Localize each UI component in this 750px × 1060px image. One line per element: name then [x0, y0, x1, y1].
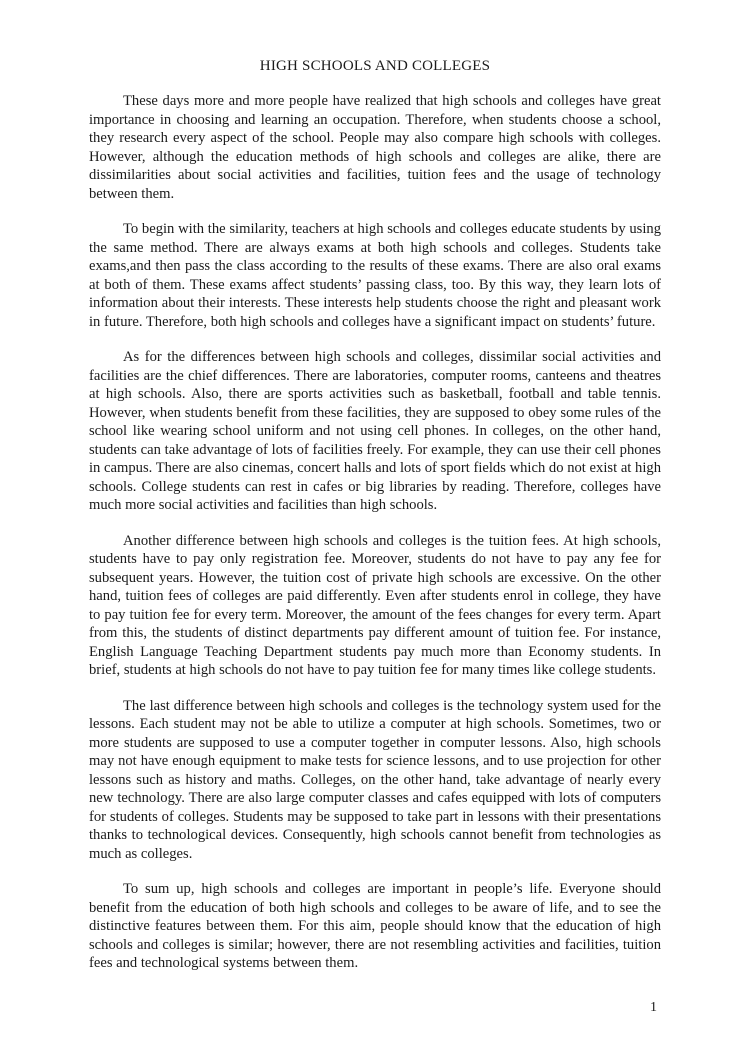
paragraph-tuition-fees: Another difference between high schools and colleges is the tuition fees. At high schools, students have to pay only registration fee. Moreover, students do not have to pay any fee for subsequent years. However, the tuition cost of private high schools are excessive. On the other hand, tuition fees of colleges are paid differently. Even after students enrol in college, they have to pay tuition fee for every term. Moreover, the amount of the fees changes for every term. Apart from this, the students of distinct departments pay different amount of tuition fee. For instance, English Language Teaching Department students pay much more than Economy students. In brief, students at high schools do not have to pay tuition fee for many times like college students. [89, 532, 661, 678]
paragraph-technology: The last difference between high schools and colleges is the technology system used for the lessons. Each student may not be able to utilize a computer at high schools. Sometimes, two or more students are supposed to use a computer together in computer lessons. Also, high schools may not have enough equipment to make tests for science lessons, and to use projection for other lessons such as history and maths. Colleges, on the other hand, take advantage of nearly every new technology. There are also large computer classes and cafes equipped with lots of computers for students of colleges. Students may be supposed to take part in lessons with their presentations thanks to technological devices. Consequently, high schools cannot benefit from technologies as much as colleges. [89, 697, 661, 862]
document-body [89, 92, 661, 990]
paragraph-social-activities: As for the differences between high schools and colleges, dissimilar social activities and facilities are the chief differences. There are laboratories, computer rooms, canteens and theatres at high schools. Also, there are sports activities such as basketball, football and table tennis. However, when students benefit from these facilities, they are supposed to obey some rules of the school like wearing school uniform and not using cell phones. In colleges, on the other hand, students can take advantage of lots of facilities freely. For example, they can use their cell phones in campus. There are also cinemas, concert halls and lots of sport fields which do not exist at high schools. College students can rest in cafes or big libraries by reading. Therefore, colleges have much more social activities and facilities than high schools. [89, 349, 661, 513]
page-number: 1 [650, 1000, 657, 1015]
paragraph-similarity: To begin with the similarity, teachers at high schools and colleges educate students by using the same method. There are always exams at both high schools and colleges. Students take exams,and then pass the class according to the results of these exams. There are also oral exams at both of them. These exams affect students’ passing class, too. By this way, they learn lots of information about their interests. These interests help students choose the right and pleasant work in future. Therefore, both high schools and colleges have a significant impact on students’ future. [89, 221, 661, 330]
paragraph-conclusion: To sum up, high schools and colleges are important in people’s life. Everyone should benefit from the education of both high schools and colleges to be aware of life, and to see the distinctive features between them. For this aim, people should know that the education of high schools and colleges is similar; however, there are not resembling activities and facilities, tuition fees and technological systems between them. [89, 881, 661, 971]
document-title: HIGH SCHOOLS AND COLLEGES [259, 58, 491, 74]
paragraph-introduction: These days more and more people have realized that high schools and colleges have great importance in choosing and learning an occupation. Therefore, when students choose a school, they research every aspect of the school. People may also compare high schools with colleges. However, although the education methods of high schools and colleges are alike, there are dissimilarities about social activities and facilities, tuition fees and the usage of technology between them. [89, 93, 661, 202]
